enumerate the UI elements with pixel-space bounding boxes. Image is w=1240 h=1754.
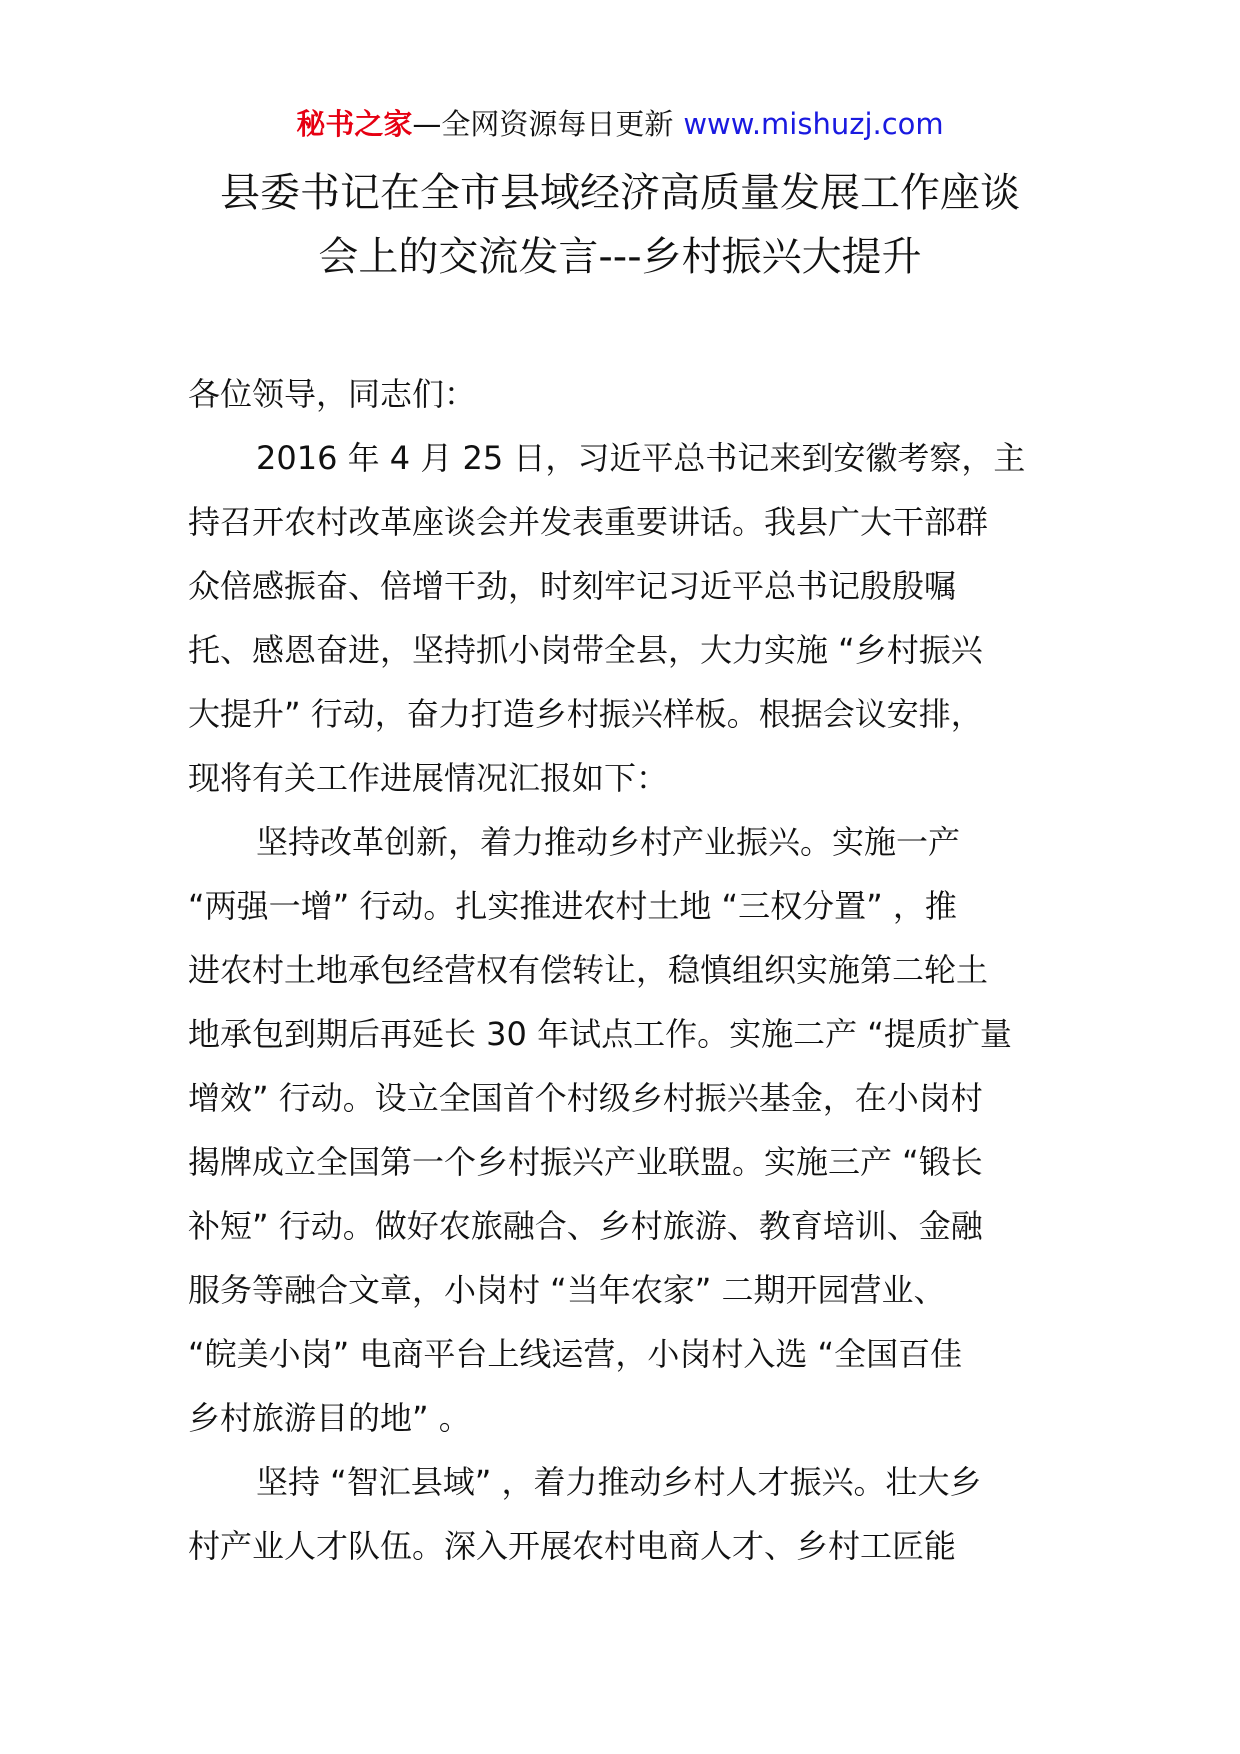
title-line-1: 县委书记在全市县域经济高质量发展工作座谈 bbox=[220, 170, 1020, 216]
paragraph-line: 村产业人才队伍。深入开展农村电商人才、乡村工匠能 bbox=[188, 1527, 957, 1565]
salutation: 各位领导，同志们： bbox=[188, 375, 477, 413]
document-body bbox=[188, 362, 1060, 1578]
paragraph-line: 补短” 行动。做好农旅融合、乡村旅游、教育培训、金融 bbox=[188, 1207, 983, 1245]
paragraph-line: “两强一增” 行动。扎实推进农村土地 “三权分置” ，推 bbox=[188, 887, 957, 925]
paragraph-line: 进农村土地承包经营权有偿转让，稳慎组织实施第二轮土 bbox=[188, 951, 989, 989]
paragraph-industry bbox=[188, 810, 1060, 1450]
paragraph-line: 托、感恩奋进，坚持抓小岗带全县，大力实施 “乡村振兴 bbox=[188, 631, 983, 669]
paragraph-line: 增效” 行动。设立全国首个村级乡村振兴基金，在小岗村 bbox=[188, 1079, 983, 1117]
paragraph-line: 服务等融合文章，小岗村 “当年农家” 二期开园营业、 bbox=[188, 1271, 946, 1309]
paragraph-talent bbox=[188, 1450, 1060, 1578]
header-brand: 秘书之家 bbox=[296, 107, 413, 141]
paragraph-line: 地承包到期后再延长 30 年试点工作。实施二产 “提质扩量 bbox=[188, 1015, 1012, 1053]
paragraph-line: 坚持 “智汇县域” ，着力推动乡村人才振兴。壮大乡 bbox=[256, 1463, 982, 1501]
paragraph-line: 大提升” 行动，奋力打造乡村振兴样板。根据会议安排， bbox=[188, 695, 983, 733]
paragraph-line: 坚持改革创新，着力推动乡村产业振兴。实施一产 bbox=[256, 823, 961, 861]
title-line-2: 会上的交流发言---乡村振兴大提升 bbox=[318, 234, 922, 280]
header-url[interactable]: www.mishuzj.com bbox=[683, 107, 944, 141]
paragraph-line: 持召开农村改革座谈会并发表重要讲话。我县广大干部群 bbox=[188, 503, 989, 541]
document-title bbox=[0, 161, 1240, 289]
paragraph-line: “皖美小岗” 电商平台上线运营，小岗村入选 “全国百佳 bbox=[188, 1335, 963, 1373]
paragraph-line: 揭牌成立全国第一个乡村振兴产业联盟。实施三产 “锻长 bbox=[188, 1143, 983, 1181]
header-slogan: —全网资源每日更新 bbox=[412, 107, 674, 141]
paragraph-intro bbox=[188, 426, 1060, 810]
paragraph-line: 2016 年 4 月 25 日，习近平总书记来到安徽考察，主 bbox=[256, 439, 1026, 477]
paragraph-line: 乡村旅游目的地” 。 bbox=[188, 1399, 471, 1437]
paragraph-line: 众倍感振奋、倍增干劲，时刻牢记习近平总书记殷殷嘱 bbox=[188, 567, 957, 605]
paragraph-line: 现将有关工作进展情况汇报如下： bbox=[188, 759, 669, 797]
site-header bbox=[0, 104, 1240, 144]
